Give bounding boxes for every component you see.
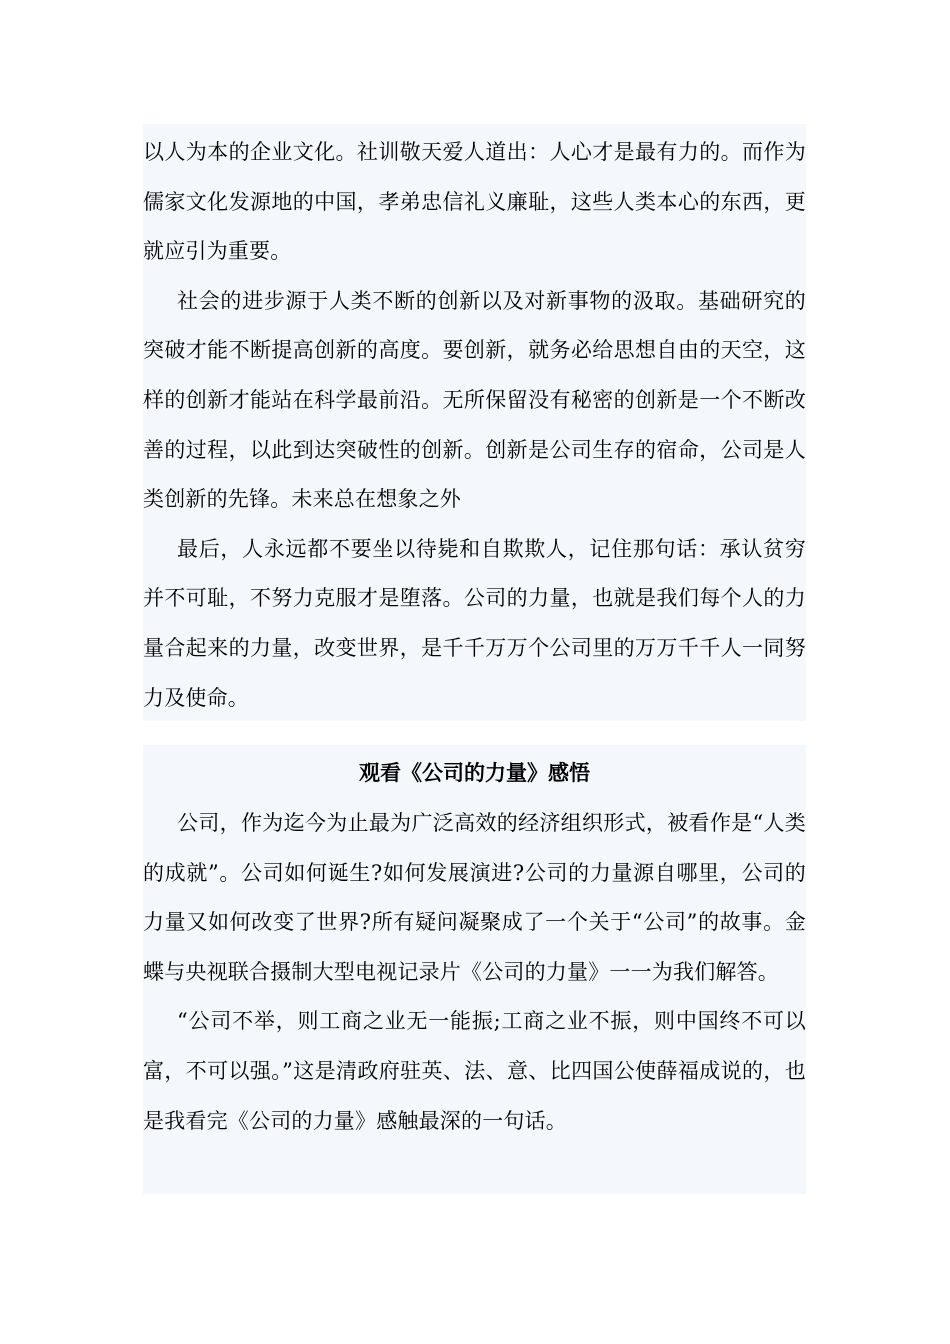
paragraph-conclusion: 最后，人永远都不要坐以待毙和自欺欺人，记住那句话：承认贫穷并不可耻，不努力克服才是堕落。公司的力量，也就是我们每个人的力量合起来的力量，改变世界，是千千万万个公司里的万万千千人一同努力及使命。 xyxy=(143,536,806,710)
paragraph-intro: 公司，作为迄今为止最为广泛高效的经济组织形式，被看作是“人类的成就”。公司如何诞生?如何发展演进?公司的力量源自哪里，公司的力量又如何改变了世界?所有疑问凝聚成了一个关于“公司”的故事。金蝶与央视联合摄制大型电视记录片《公司的力量》一一为我们解答。 xyxy=(143,811,806,984)
text-block-continuation xyxy=(143,124,806,721)
paragraph-innovation: 社会的进步源于人类不断的创新以及对新事物的汲取。基础研究的突破才能不断提高创新的高度。要创新，就务必给思想自由的天空，这样的创新才能站在科学最前沿。无所保留没有秘密的创新是一个不断改善的过程，以此到达突破性的创新。创新是公司生存的宿命，公司是人类创新的先锋。未来总在想象之外 xyxy=(143,288,806,512)
essay-title: 观看《公司的力量》感悟 xyxy=(359,761,590,785)
paragraph-quote: “公司不举，则工商之业无一能振;工商之业不振，则中国终不可以富，不可以强。”这是清政府驻英、法、意、比四国公使薛福成说的，也是我看完《公司的力量》感触最深的一句话。 xyxy=(143,1009,806,1133)
paragraph-continued: 以人为本的企业文化。社训敬天爱人道出：人心才是最有力的。而作为儒家文化发源地的中国，孝弟忠信礼义廉耻，这些人类本心的东西，更就应引为重要。 xyxy=(143,140,806,264)
essay-section xyxy=(143,745,806,1194)
